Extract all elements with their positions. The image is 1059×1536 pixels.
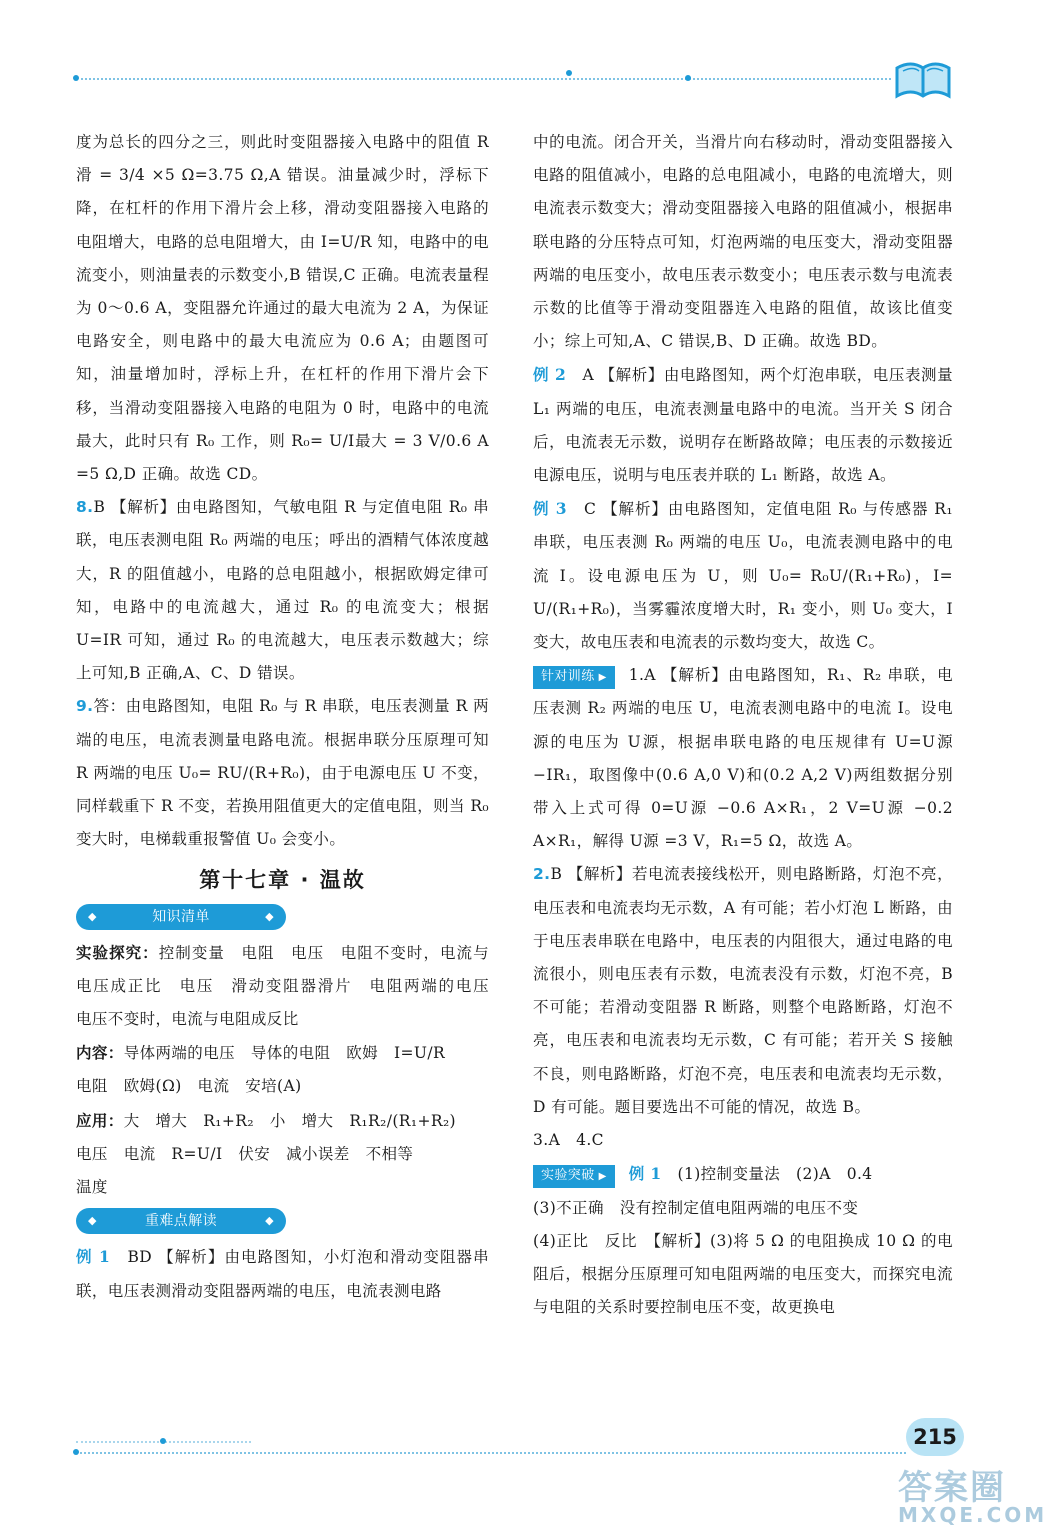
- play-triangle-icon: ▶: [598, 672, 607, 684]
- book-icon: [893, 58, 953, 100]
- footer-dot: [160, 1438, 166, 1444]
- header-dot: [685, 75, 691, 81]
- diamond-icon: ◆: [88, 909, 97, 923]
- diamond-icon: ◆: [88, 1214, 97, 1228]
- training-2: 2.B 【解析】若电流表接线松开，则电路断路，灯泡不亮，电压表和电流表均无示数，A 有可能；若小灯泡 L 断路，由于电压表串联在电路中，电压表的内阻很大，通过电路的电流很小，则电压表有示数，电流表没有示数，灯泡不亮，B 不可能；若滑动变阻器 R 断路，则整个电路断路，灯泡不亮，电压表和电流表均无示数，C 有可能；若开关 S 接触不良，则电路断路，灯泡不亮，电压表和电流表均无示数，D 有可能。题目要选出不可能的情况，故选 B。: [533, 865, 953, 1116]
- experiment-example-1-part4: (4)正比 反比 【解析】(3)将 5 Ω 的电阻换成 10 Ω 的电阻后，根据分压原理可知电阻两端的电压变大，而探究电流与电阻的关系时要控制电压不变，故更换电: [533, 1231, 953, 1317]
- header-dot: [73, 75, 79, 81]
- knowledge-content-units: 电阻 欧姆(Ω) 电流 安培(A): [76, 1077, 302, 1096]
- example-1-continued: 中的电流。闭合开关，当滑片向右移动时，滑动变阻器接入电路的阻值减小，电路的总电阻减小，电路的电流增大，则电流表示数变大；滑动变阻器接入电路的阻值减小，根据串联电路的分压特点可知，灯泡两端的电压变大，滑动变阻器两端的电压变小，故电压表示数变小；电压表示数与电流表示数的比值等于滑动变阻器连入电路的阻值，故该比值变小；综上可知,A、C 错误,B、D 正确。故选 BD。: [533, 133, 953, 351]
- knowledge-experiment: 实验探究：控制变量 电阻 电压 电阻不变时，电流与电压成正比 电压 滑动变阻器滑片 电阻两端的电压 电压不变时，电流与电阻成反比: [76, 942, 505, 1029]
- diamond-icon: ◆: [265, 909, 274, 923]
- play-triangle-icon: ▶: [598, 1171, 607, 1183]
- example-1: 例 1 BD 【解析】由电路图知，小灯泡和滑动变阻器串联，电压表测滑动变阻器两端的电压，电流表测电路: [76, 1247, 490, 1300]
- right-column: [533, 126, 953, 1324]
- knowledge-content: 内容：导体两端的电压 导体的电阻 欧姆 I=U/R: [76, 1043, 446, 1063]
- header-rule: [76, 78, 891, 80]
- answer-9: 9.答：由电路图知，电阻 R₀ 与 R 串联，电压表测量 R 两端的电压，电流表测量电路电流。根据串联分压原理可知 R 两端的电压 U₀= RU/(R+R₀)，由于电源电压 U 不变，同样载重下 R 不变，若换用阻值更大的定值电阻，则当 R₀ 变大时，电梯载重报警值 U₀ 会变小。: [76, 697, 489, 849]
- experiment-example-1: 实验突破 ▶ 例 1 (1)控制变量法 (2)A 0.4: [533, 1157, 953, 1191]
- section-header-knowledge: ◆ 知识清单 ◆: [76, 904, 286, 930]
- diamond-icon: ◆: [265, 1214, 274, 1228]
- chapter-title: 第十七章 · 温故: [199, 868, 366, 893]
- footer-rule: [76, 1452, 906, 1454]
- answer-8: 8.B 【解析】由电路图知，气敏电阻 R 与定值电阻 R₀ 串联，电压表测电阻 R₀ 两端的电压；呼出的酒精气体浓度越大，R 的阻值越小，电路的总电阻越小，根据欧姆定律可知，电路中的电流越大，通过 R₀ 的电流变大；根据 U=IR 可知，通过 R₀ 的电流越大，电压表示数越大；综上可知,B 正确,A、C、D 错误。: [76, 498, 489, 683]
- knowledge-application-2: 电压 电流 R=U/I 伏安 减小误差 不相等: [76, 1144, 414, 1163]
- training-1: 针对训练 ▶ 1.A 【解析】由电路图知，R₁、R₂ 串联，电压表测 R₂ 两端的电压 U，电流表测电路中的电流 I。设电源的电压为 U源，根据串联电路的电压规律有 U=U源 −IR₁，取图像中(0.6 A,0 V)和(0.2 A,2 V)两组数据分别带入上式可得 0=U源 −0.6 A×R₁，2 V=U源 −0.2 A×R₁，解得 U源 =3 V，R₁=5 Ω，故选 A。: [533, 666, 953, 851]
- answer-7-continued: 度为总长的四分之三，则此时变阻器接入电路中的阻值 R滑 = 3/4 ×5 Ω=3.75 Ω,A 错误。油量减少时，浮标下降，在杠杆的作用下滑片会上移，滑动变阻器接入电路的电阻增大，电路的总电阻增大，由 I=U/R 知，电路中的电流变小，则油量表的示数变小,B 错误,C 正确。电流表量程为 0～0.6 A，变阻器允许通过的最大电流为 2 A，为保证电路安全，则电路中的最大电流应为 0.6 A；由题图可知，油量增加时，浮标上升，在杠杆的作用下滑片会下移，当滑动变阻器接入电路的电阻为 0 时，电路中的电流最大，此时只有 R₀ 工作，则 R₀= U/I最大 = 3 V/0.6 A =5 Ω,D 正确。故选 CD。: [76, 133, 489, 484]
- tag-targeted-training: 针对训练 ▶: [533, 666, 615, 689]
- example-3: 例 3 C 【解析】由电路图知，定值电阻 R₀ 与传感器 R₁ 串联，电压表测 R₀ 两端的电压 U₀，电流表测电路中的电流 I。设电源电压为 U，则 U₀= R₀U/(R₁+R₀)，I= U/(R₁+R₀)，当雾霾浓度增大时，R₁ 变小，则 U₀ 变大，I 变大，故电压表和电流表的示数均变大，故选 C。: [533, 499, 953, 652]
- training-3-4: 3.A 4.C: [533, 1131, 604, 1150]
- footer-dot: [73, 1449, 79, 1455]
- experiment-example-1-part3: (3)不正确 没有控制定值电阻两端的电压不变: [533, 1198, 859, 1217]
- left-column: [76, 126, 505, 1308]
- watermark-logo: 答案圈 MXQE.COM: [898, 1468, 1048, 1527]
- header-dot: [566, 70, 572, 76]
- knowledge-application-3: 温度: [76, 1178, 108, 1197]
- section-header-key-points: ◆ 重难点解读 ◆: [76, 1208, 286, 1234]
- example-2: 例 2 A 【解析】由电路图知，两个灯泡串联，电压表测量 L₁ 两端的电压，电流表测量电路中的电流。当开关 S 闭合后，电流表无示数，说明存在断路故障；电压表的示数接近电源电压，说明与电压表并联的 L₁ 断路，故选 A。: [533, 365, 953, 485]
- tag-experiment-breakthrough: 实验突破 ▶: [533, 1165, 615, 1188]
- knowledge-application: 应用：大 增大 R₁+R₂ 小 增大 R₁R₂/(R₁+R₂): [76, 1110, 456, 1130]
- page-number: 215: [906, 1418, 964, 1456]
